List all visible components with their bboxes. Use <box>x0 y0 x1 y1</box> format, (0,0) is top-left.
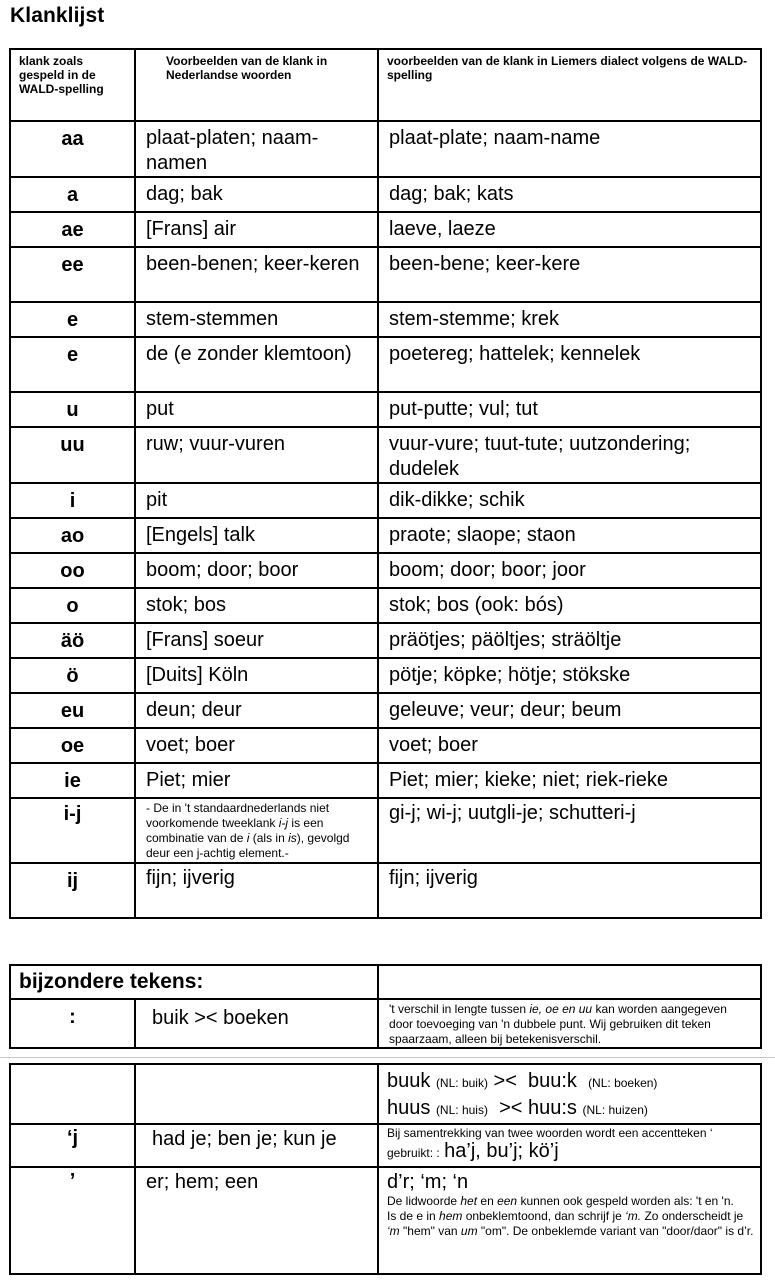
nederlands-cell: ruw; vuur-vuren <box>135 427 378 483</box>
klank-cell: uu <box>10 427 135 483</box>
nederlands-cell: voet; boer <box>135 728 378 763</box>
note-cell: 't verschil in lengte tussen ie, oe en uu kan worden aangegeven door toevoeging van 'n dubbele punt. Wij gebruiken dit teken spaarzaam, alleen bij betekenisverschil. <box>378 999 761 1048</box>
dialect-cell: präötjes; päöltjes; sträöltje <box>378 623 761 658</box>
lengte-examples: buuk (NL: buik) >< buu:k (NL: boeken) huus (NL: huis) >< huu:s (NL: huizen) <box>378 1064 761 1124</box>
dialect-cell: dik-dikke; schik <box>378 483 761 518</box>
nederlands-cell: boom; door; boor <box>135 553 378 588</box>
table-row <box>10 798 761 863</box>
header-dialect: voorbeelden van de klank in Liemers dialect volgens de WALD-spelling <box>378 49 761 121</box>
page-title: Klanklijst <box>10 4 105 27</box>
table-row <box>10 728 761 763</box>
nederlands-cell: dag; bak <box>135 177 378 212</box>
accent-row <box>10 1124 761 1167</box>
nederlands-cell: fijn; ijverig <box>135 863 378 918</box>
table-row <box>10 337 761 392</box>
bijzondere-table <box>9 964 762 1049</box>
accent-note: Bij samentrekking van twee woorden wordt een accentteken ‘ gebruikt: : ha’j, bu’j; kö’j <box>378 1124 761 1167</box>
dialect-cell: plaat-plate; naam-name <box>378 121 761 177</box>
table-row <box>10 863 761 918</box>
klank-cell: e <box>10 302 135 337</box>
table-header-row <box>10 49 761 121</box>
klank-cell: ee <box>10 247 135 302</box>
klank-table <box>9 48 762 919</box>
table-row <box>10 588 761 623</box>
colon-row <box>10 999 761 1048</box>
page-break-line <box>0 1057 775 1058</box>
dialect-cell: stok; bos (ook: bós) <box>378 588 761 623</box>
dialect-cell: Piet; mier; kieke; niet; riek-rieke <box>378 763 761 798</box>
dialect-cell: vuur-vure; tuut-tute; uutzondering; dudelek <box>378 427 761 483</box>
nederlands-cell: pit <box>135 483 378 518</box>
table-row <box>10 658 761 693</box>
nederlands-cell: [Frans] soeur <box>135 623 378 658</box>
klank-cell: aa <box>10 121 135 177</box>
dialect-cell: gi-j; wi-j; uutgli-je; schutteri-j <box>378 798 761 863</box>
nederlands-cell: deun; deur <box>135 693 378 728</box>
header-nederlands: Voorbeelden van de klank in Nederlandse woorden <box>135 49 378 121</box>
klank-cell: eu <box>10 693 135 728</box>
bijzondere-title: bijzondere tekens: <box>10 965 378 999</box>
table-row <box>10 553 761 588</box>
table-row <box>10 693 761 728</box>
klank-cell: e <box>10 337 135 392</box>
klank-cell: ae <box>10 212 135 247</box>
dialect-cell: voet; boer <box>378 728 761 763</box>
klank-cell: ij <box>10 863 135 918</box>
table-row <box>10 177 761 212</box>
dialect-cell: praote; slaope; staon <box>378 518 761 553</box>
dialect-cell: poetereg; hattelek; kennelek <box>378 337 761 392</box>
klank-cell: : <box>10 999 135 1048</box>
empty-cell <box>10 1064 135 1124</box>
nl-cell: had je; ben je; kun je <box>135 1124 378 1167</box>
klank-cell: oe <box>10 728 135 763</box>
klank-cell: a <box>10 177 135 212</box>
klank-cell: oo <box>10 553 135 588</box>
nederlands-cell: been-benen; keer-keren <box>135 247 378 302</box>
nl-cell: er; hem; een <box>135 1167 378 1274</box>
table-row <box>10 763 761 798</box>
table-row <box>10 212 761 247</box>
empty-cell <box>135 1064 378 1124</box>
dialect-cell: been-bene; keer-kere <box>378 247 761 302</box>
klank-cell: ’ <box>10 1167 135 1274</box>
dialect-cell: pötje; köpke; hötje; stökske <box>378 658 761 693</box>
nederlands-cell: Piet; mier <box>135 763 378 798</box>
dialect-cell: boom; door; boor; joor <box>378 553 761 588</box>
klank-cell: ao <box>10 518 135 553</box>
klank-cell: i-j <box>10 798 135 863</box>
table-row <box>10 302 761 337</box>
apostrof-row <box>10 1167 761 1274</box>
klank-cell: o <box>10 588 135 623</box>
nederlands-cell: [Duits] Köln <box>135 658 378 693</box>
klank-cell: u <box>10 392 135 427</box>
table-row <box>10 121 761 177</box>
klank-cell: ‘j <box>10 1124 135 1167</box>
table-row <box>10 392 761 427</box>
klank-cell: äö <box>10 623 135 658</box>
nederlands-cell: plaat-platen; naam-namen <box>135 121 378 177</box>
nederlands-cell: de (e zonder klemtoon) <box>135 337 378 392</box>
example-cell: buik >< boeken <box>135 999 378 1048</box>
nederlands-cell: [Engels] talk <box>135 518 378 553</box>
nederlands-cell: [Frans] air <box>135 212 378 247</box>
dialect-cell: dag; bak; kats <box>378 177 761 212</box>
table-row <box>10 518 761 553</box>
table-row <box>10 427 761 483</box>
special-signs-table <box>9 1063 762 1275</box>
nederlands-cell: put <box>135 392 378 427</box>
table-row <box>10 623 761 658</box>
table-row <box>10 247 761 302</box>
nederlands-cell: stok; bos <box>135 588 378 623</box>
nederlands-cell: stem-stemmen <box>135 302 378 337</box>
nederlands-cell: - De in 't standaardnederlands niet voorkomende tweeklank i-j is een combinatie van de i (als in is), gevolgd deur een j-achtig element.- <box>135 798 378 863</box>
klank-cell: ö <box>10 658 135 693</box>
dialect-cell: stem-stemme; krek <box>378 302 761 337</box>
apostrof-note: d’r; ‘m; ‘n De lidwoorde het en een kunnen ook gespeld worden als: 't en 'n. Is de e in hem onbeklemtoond, dan schrijf je ‘m. Zo onderscheidt je ‘m "hem" van um "om". De onbeklemde variant van "door/daor" is d’r. <box>378 1167 761 1274</box>
klank-cell: ie <box>10 763 135 798</box>
dialect-cell: laeve, laeze <box>378 212 761 247</box>
table-row <box>10 483 761 518</box>
lengte-row <box>10 1064 761 1124</box>
dialect-cell: fijn; ijverig <box>378 863 761 918</box>
dialect-cell: geleuve; veur; deur; beum <box>378 693 761 728</box>
header-klank: klank zoals gespeld in de WALD-spelling <box>10 49 135 121</box>
dialect-cell: put-putte; vul; tut <box>378 392 761 427</box>
klank-cell: i <box>10 483 135 518</box>
empty-cell <box>378 965 761 999</box>
